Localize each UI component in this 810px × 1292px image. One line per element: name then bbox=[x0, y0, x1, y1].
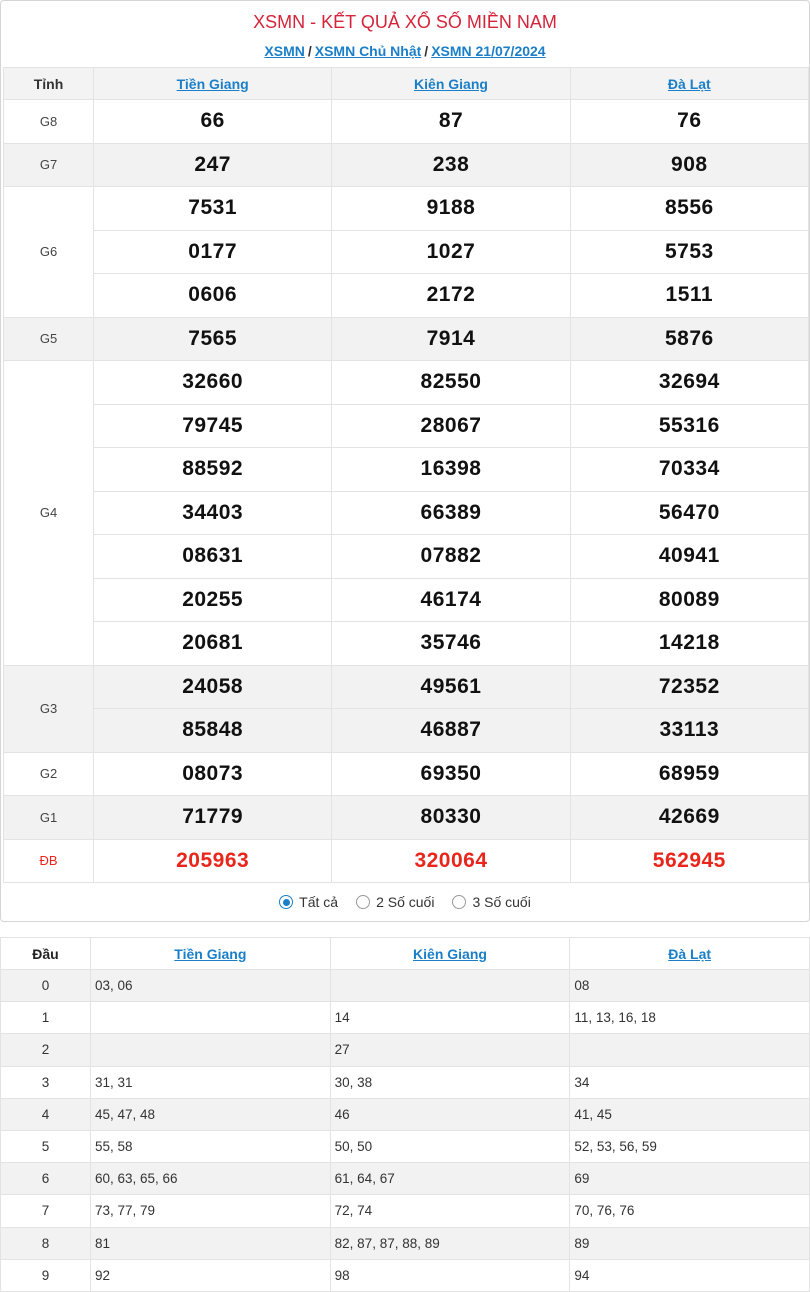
prize-number: 20255 bbox=[94, 578, 332, 622]
head-digit: 7 bbox=[1, 1195, 91, 1227]
tail-numbers bbox=[91, 1002, 331, 1034]
tail-numbers: 98 bbox=[330, 1259, 570, 1291]
special-prize-number: 320064 bbox=[332, 839, 570, 883]
radio-unchecked-icon[interactable] bbox=[452, 895, 466, 909]
prize-row bbox=[4, 187, 809, 231]
prize-number: 08073 bbox=[94, 752, 332, 796]
prize-number: 247 bbox=[94, 143, 332, 187]
prize-number: 72352 bbox=[570, 665, 808, 709]
tail-numbers: 34 bbox=[570, 1066, 810, 1098]
tail-numbers bbox=[91, 1034, 331, 1066]
results-header-row bbox=[4, 68, 809, 100]
prize-label: ĐB bbox=[4, 839, 94, 883]
tail-numbers: 72, 74 bbox=[330, 1195, 570, 1227]
prize-label: G4 bbox=[4, 361, 94, 666]
prize-number: 0606 bbox=[94, 274, 332, 318]
prize-number: 7531 bbox=[94, 187, 332, 231]
tail-numbers: 55, 58 bbox=[91, 1130, 331, 1162]
prize-number: 1511 bbox=[570, 274, 808, 318]
head-digit-row bbox=[1, 1066, 810, 1098]
prize-number: 16398 bbox=[332, 448, 570, 492]
breadcrumb-link-sunday[interactable]: XSMN Chủ Nhật bbox=[314, 43, 422, 59]
prize-number: 76 bbox=[570, 100, 808, 144]
tail-numbers: 08 bbox=[570, 970, 810, 1002]
special-prize-number: 562945 bbox=[570, 839, 808, 883]
prize-number: 55316 bbox=[570, 404, 808, 448]
prize-label: G2 bbox=[4, 752, 94, 796]
tail-numbers: 92 bbox=[91, 1259, 331, 1291]
prize-number: 56470 bbox=[570, 491, 808, 535]
filter-radio-all[interactable] bbox=[279, 894, 338, 910]
radio-checked-icon[interactable] bbox=[279, 895, 293, 909]
filter-label: Tất cả bbox=[299, 894, 339, 910]
prize-number: 80330 bbox=[332, 796, 570, 840]
prize-number: 70334 bbox=[570, 448, 808, 492]
special-prize-number: 205963 bbox=[94, 839, 332, 883]
prize-row bbox=[4, 230, 809, 274]
prize-number: 24058 bbox=[94, 665, 332, 709]
prize-number: 42669 bbox=[570, 796, 808, 840]
prize-number: 40941 bbox=[570, 535, 808, 579]
head-digit: 3 bbox=[1, 1066, 91, 1098]
prize-number: 87 bbox=[332, 100, 570, 144]
prize-number: 33113 bbox=[570, 709, 808, 753]
tail-numbers: 50, 50 bbox=[330, 1130, 570, 1162]
prize-number: 32660 bbox=[94, 361, 332, 405]
head-digit: 6 bbox=[1, 1163, 91, 1195]
province-link-tien-giang[interactable]: Tiền Giang bbox=[176, 75, 249, 92]
tail-numbers: 69 bbox=[570, 1163, 810, 1195]
province-link-da-lat[interactable]: Đà Lạt bbox=[667, 75, 711, 92]
breadcrumb-separator: / bbox=[307, 43, 312, 59]
head-province-link-tien-giang[interactable]: Tiền Giang bbox=[174, 945, 247, 962]
tail-numbers: 46 bbox=[330, 1098, 570, 1130]
prize-row bbox=[4, 709, 809, 753]
prize-number: 46174 bbox=[332, 578, 570, 622]
prize-row bbox=[4, 143, 809, 187]
tail-numbers: 52, 53, 56, 59 bbox=[570, 1130, 810, 1162]
prize-row bbox=[4, 796, 809, 840]
prize-row bbox=[4, 491, 809, 535]
prize-number: 8556 bbox=[570, 187, 808, 231]
prize-number: 07882 bbox=[332, 535, 570, 579]
tail-numbers bbox=[330, 970, 570, 1002]
dau-column-header: Đầu bbox=[1, 938, 91, 970]
prize-number: 79745 bbox=[94, 404, 332, 448]
prize-row bbox=[4, 404, 809, 448]
prize-number: 2172 bbox=[332, 274, 570, 318]
page-title: XSMN - KẾT QUẢ XỔ SỐ MIỀN NAM bbox=[253, 12, 557, 32]
prize-label: G5 bbox=[4, 317, 94, 361]
prize-number: 68959 bbox=[570, 752, 808, 796]
head-digit-row bbox=[1, 1034, 810, 1066]
results-table bbox=[3, 67, 809, 883]
filter-radio-last-2[interactable] bbox=[356, 894, 434, 910]
prize-number: 5876 bbox=[570, 317, 808, 361]
head-digit-row bbox=[1, 1163, 810, 1195]
breadcrumb-link-xsmn[interactable]: XSMN bbox=[264, 43, 305, 59]
prize-number: 35746 bbox=[332, 622, 570, 666]
tail-numbers: 60, 63, 65, 66 bbox=[91, 1163, 331, 1195]
prize-number: 14218 bbox=[570, 622, 808, 666]
prize-number: 85848 bbox=[94, 709, 332, 753]
head-digit: 9 bbox=[1, 1259, 91, 1291]
prize-row bbox=[4, 839, 809, 883]
head-digit-header-row bbox=[1, 938, 810, 970]
prize-label: G7 bbox=[4, 143, 94, 187]
prize-number: 88592 bbox=[94, 448, 332, 492]
head-digit: 5 bbox=[1, 1130, 91, 1162]
tail-numbers bbox=[570, 1034, 810, 1066]
prize-number: 69350 bbox=[332, 752, 570, 796]
tail-numbers: 30, 38 bbox=[330, 1066, 570, 1098]
head-digit: 1 bbox=[1, 1002, 91, 1034]
prize-number: 80089 bbox=[570, 578, 808, 622]
prize-label: G8 bbox=[4, 100, 94, 144]
prize-number: 28067 bbox=[332, 404, 570, 448]
tail-numbers: 81 bbox=[91, 1227, 331, 1259]
head-digit: 8 bbox=[1, 1227, 91, 1259]
prize-number: 20681 bbox=[94, 622, 332, 666]
head-digit-row bbox=[1, 1130, 810, 1162]
prize-number: 7914 bbox=[332, 317, 570, 361]
tail-numbers: 27 bbox=[330, 1034, 570, 1066]
head-digit-row bbox=[1, 1227, 810, 1259]
tail-numbers: 82, 87, 87, 88, 89 bbox=[330, 1227, 570, 1259]
prize-number: 5753 bbox=[570, 230, 808, 274]
prize-number: 08631 bbox=[94, 535, 332, 579]
prize-row bbox=[4, 100, 809, 144]
head-digit-row bbox=[1, 1098, 810, 1130]
prize-label: G1 bbox=[4, 796, 94, 840]
head-digit-row bbox=[1, 970, 810, 1002]
head-digit-row bbox=[1, 1002, 810, 1034]
prize-label: G6 bbox=[4, 187, 94, 318]
prize-number: 66389 bbox=[332, 491, 570, 535]
tail-numbers: 61, 64, 67 bbox=[330, 1163, 570, 1195]
prize-row bbox=[4, 665, 809, 709]
tail-numbers: 31, 31 bbox=[91, 1066, 331, 1098]
prize-number: 34403 bbox=[94, 491, 332, 535]
head-province-link-da-lat[interactable]: Đà Lạt bbox=[668, 945, 712, 962]
tail-numbers: 73, 77, 79 bbox=[91, 1195, 331, 1227]
prize-number: 46887 bbox=[332, 709, 570, 753]
tail-numbers: 03, 06 bbox=[91, 970, 331, 1002]
radio-unchecked-icon[interactable] bbox=[356, 895, 370, 909]
tail-numbers: 89 bbox=[570, 1227, 810, 1259]
head-digit: 2 bbox=[1, 1034, 91, 1066]
head-digit-row bbox=[1, 1195, 810, 1227]
prize-row bbox=[4, 535, 809, 579]
prize-row bbox=[4, 752, 809, 796]
province-column-header: Tỉnh bbox=[4, 68, 94, 100]
head-digit: 0 bbox=[1, 970, 91, 1002]
prize-row bbox=[4, 274, 809, 318]
prize-number: 238 bbox=[332, 143, 570, 187]
province-link-kien-giang[interactable]: Kiên Giang bbox=[414, 75, 488, 92]
prize-number: 908 bbox=[570, 143, 808, 187]
prize-number: 7565 bbox=[94, 317, 332, 361]
filter-label: 3 Số cuối bbox=[472, 894, 531, 910]
prize-row bbox=[4, 361, 809, 405]
breadcrumb-link-date[interactable]: XSMN 21/07/2024 bbox=[431, 43, 546, 59]
head-digit-table bbox=[0, 937, 810, 1292]
prize-row bbox=[4, 622, 809, 666]
head-digit-row bbox=[1, 1259, 810, 1291]
filter-label: 2 Số cuối bbox=[376, 894, 435, 910]
head-province-link-kien-giang[interactable]: Kiên Giang bbox=[413, 945, 487, 962]
breadcrumb-separator: / bbox=[424, 43, 429, 59]
tail-numbers: 11, 13, 16, 18 bbox=[570, 1002, 810, 1034]
prize-number: 9188 bbox=[332, 187, 570, 231]
tail-numbers: 45, 47, 48 bbox=[91, 1098, 331, 1130]
filter-radio-last-3[interactable] bbox=[452, 894, 530, 910]
prize-number: 32694 bbox=[570, 361, 808, 405]
prize-number: 66 bbox=[94, 100, 332, 144]
prize-number: 1027 bbox=[332, 230, 570, 274]
prize-number: 71779 bbox=[94, 796, 332, 840]
prize-number: 49561 bbox=[332, 665, 570, 709]
prize-row bbox=[4, 578, 809, 622]
digit-filter-group bbox=[1, 885, 809, 919]
breadcrumb bbox=[1, 40, 809, 62]
prize-row bbox=[4, 317, 809, 361]
head-digit: 4 bbox=[1, 1098, 91, 1130]
tail-numbers: 70, 76, 76 bbox=[570, 1195, 810, 1227]
prize-number: 82550 bbox=[332, 361, 570, 405]
prize-row bbox=[4, 448, 809, 492]
tail-numbers: 41, 45 bbox=[570, 1098, 810, 1130]
tail-numbers: 94 bbox=[570, 1259, 810, 1291]
prize-number: 0177 bbox=[94, 230, 332, 274]
prize-label: G3 bbox=[4, 665, 94, 752]
tail-numbers: 14 bbox=[330, 1002, 570, 1034]
